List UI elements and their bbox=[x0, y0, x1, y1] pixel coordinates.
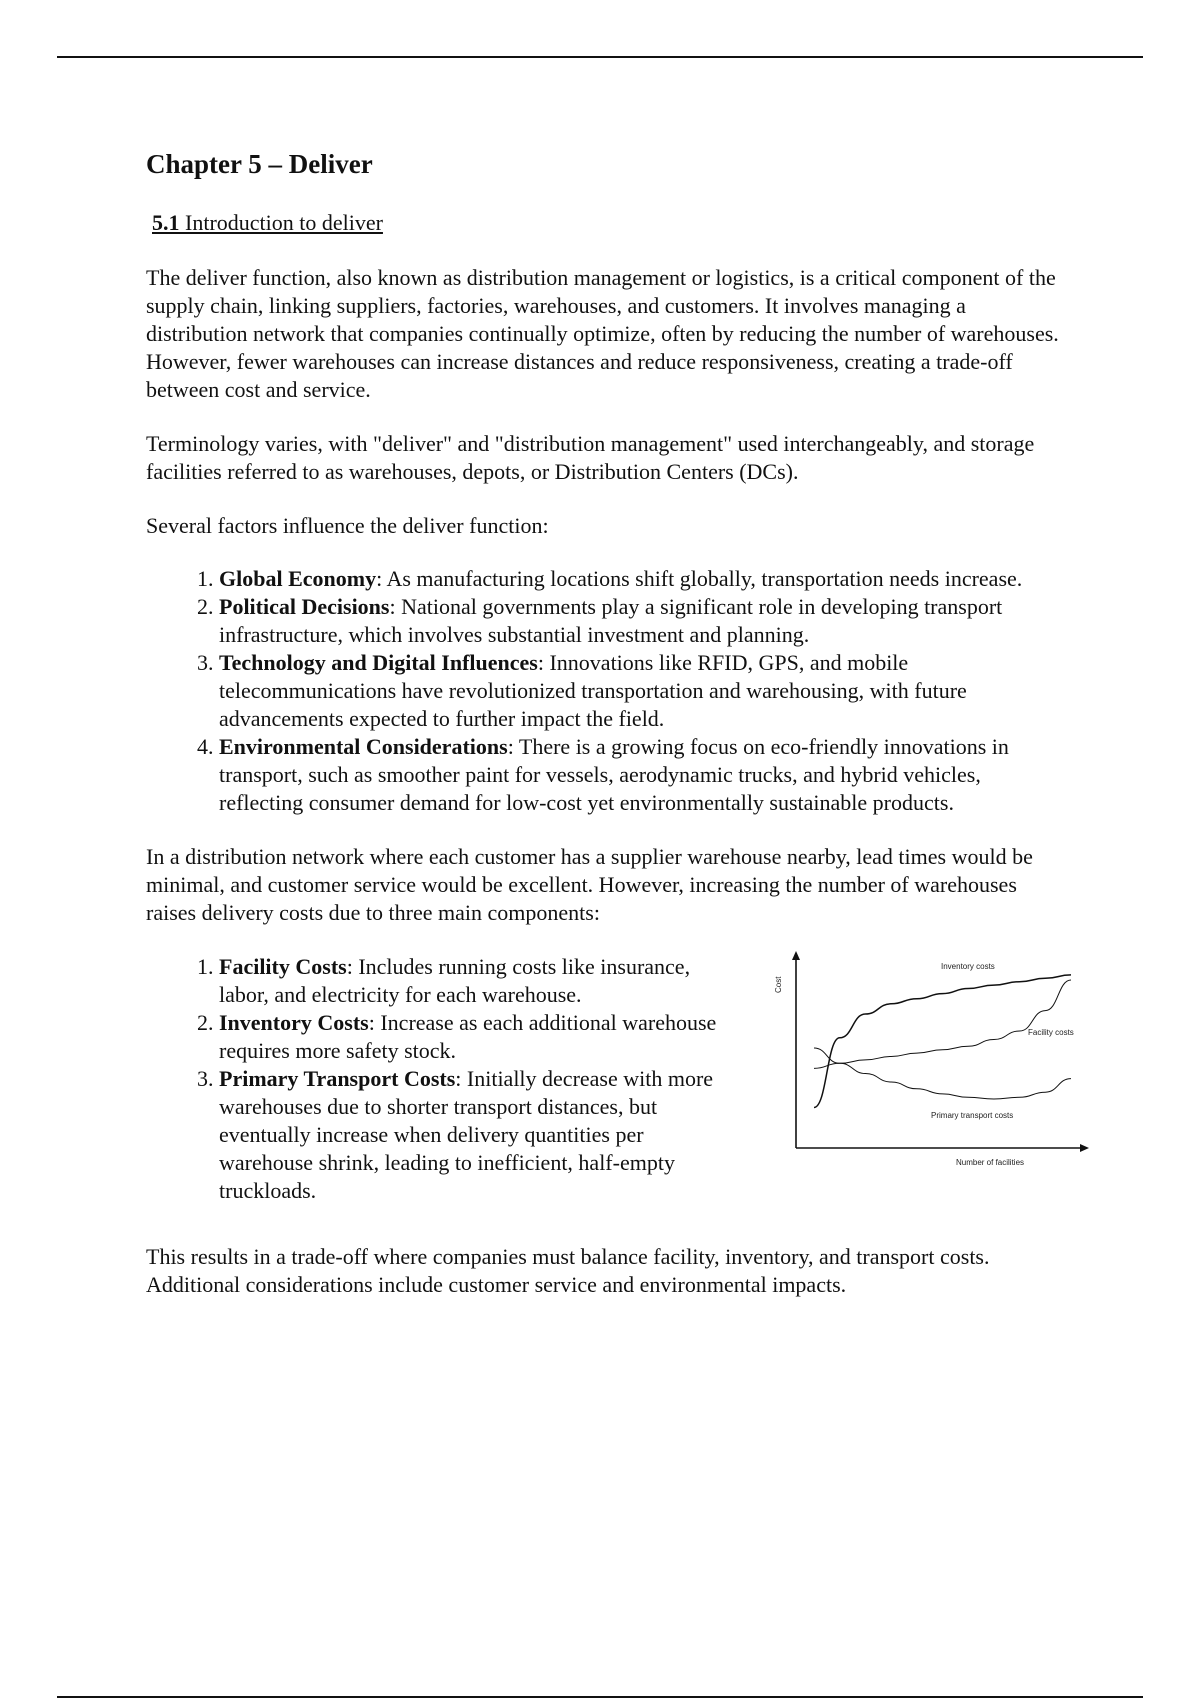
cost-components-block bbox=[146, 953, 1074, 1217]
document-page bbox=[146, 140, 1074, 1299]
y-axis-arrow bbox=[792, 951, 800, 960]
inventory-costs-line bbox=[814, 975, 1071, 1108]
factors-list bbox=[146, 565, 1066, 817]
x-axis-arrow bbox=[1080, 1144, 1089, 1152]
list-item bbox=[219, 1065, 729, 1205]
cost-term: Primary Transport Costs bbox=[219, 1065, 456, 1091]
factor-text: : Innovations like RFID, GPS, and mobile telecommunications have revolutionized transportation and warehousing, with future advancements expected to further impact the field. bbox=[219, 649, 967, 731]
factor-term: Environmental Considerations bbox=[219, 733, 508, 759]
cost-text: : Initially decrease with more warehouses due to shorter transport distances, but eventually increase when delivery quantities per warehouse shrink, leading to inefficient, half-empty truckloads. bbox=[219, 1065, 714, 1203]
section-number: 5.1 bbox=[152, 210, 180, 236]
chart-svg bbox=[766, 948, 1101, 1173]
inventory-costs-label: Inventory costs bbox=[941, 961, 995, 971]
network-paragraph: In a distribution network where each customer has a supplier warehouse nearby, lead times would be minimal, and customer service would be excellent. However, increasing the number of warehouses raises delivery costs due to three main components: bbox=[146, 843, 1033, 925]
list-item bbox=[219, 565, 1066, 593]
factor-text: : There is a growing focus on eco-friendly innovations in transport, such as smoother paint for vessels, aerodynamic trucks, and hybrid vehicles, reflecting consumer demand for low-cost yet environmentally sustainable products. bbox=[219, 733, 1009, 815]
conclusion-paragraph: This results in a trade-off where companies must balance facility, inventory, and transport costs. Additional considerations include customer service and environmental impacts. bbox=[146, 1243, 990, 1297]
cost-term: Inventory Costs bbox=[219, 1009, 369, 1035]
chapter-title: Chapter 5 – Deliver bbox=[146, 149, 373, 179]
cost-text: : Increase as each additional warehouse requires more safety stock. bbox=[219, 1009, 717, 1063]
primary-transport-costs-label: Primary transport costs bbox=[931, 1110, 1014, 1120]
cost-list bbox=[146, 953, 729, 1205]
factor-text: : National governments play a significant role in developing transport infrastructure, which involves substantial investment and planning. bbox=[219, 593, 1003, 647]
list-item bbox=[219, 593, 1066, 649]
factor-term: Global Economy bbox=[219, 565, 377, 591]
section-heading bbox=[152, 210, 1066, 236]
factor-term: Political Decisions bbox=[219, 593, 390, 619]
factor-term: Technology and Digital Influences bbox=[219, 649, 538, 675]
list-item bbox=[219, 649, 1066, 733]
intro-paragraph: The deliver function, also known as distribution management or logistics, is a critical component of the supply chain, linking suppliers, factories, warehouses, and customers. It involves managing a distribution network that companies continually optimize, often by reducing the number of warehouses. However, fewer warehouses can increase distances and reduce responsiveness, creating a trade-off between cost and service. bbox=[146, 264, 1059, 402]
factors-intro-paragraph: Several factors influence the deliver function: bbox=[146, 512, 549, 538]
top-rule bbox=[57, 56, 1143, 58]
x-axis-label: Number of facilities bbox=[956, 1157, 1025, 1167]
bottom-rule bbox=[57, 1696, 1143, 1698]
section-title: Introduction to deliver bbox=[179, 210, 383, 236]
factor-text: : As manufacturing locations shift globally, transportation needs increase. bbox=[376, 565, 1023, 591]
cost-tradeoff-chart bbox=[766, 948, 1101, 1173]
cost-text: : Includes running costs like insurance, labor, and electricity for each warehouse. bbox=[219, 953, 691, 1007]
list-item bbox=[219, 733, 1066, 817]
terminology-paragraph: Terminology varies, with "deliver" and "distribution management" used interchangeably, and storage facilities referred to as warehouses, depots, or Distribution Centers (DCs). bbox=[146, 430, 1035, 484]
primary-transport-costs-line bbox=[814, 1048, 1071, 1099]
list-item bbox=[219, 953, 729, 1009]
y-axis-label: Cost bbox=[774, 976, 783, 993]
cost-term: Facility Costs bbox=[219, 953, 347, 979]
facility-costs-label: Facility costs bbox=[1028, 1027, 1074, 1037]
list-item bbox=[219, 1009, 729, 1065]
